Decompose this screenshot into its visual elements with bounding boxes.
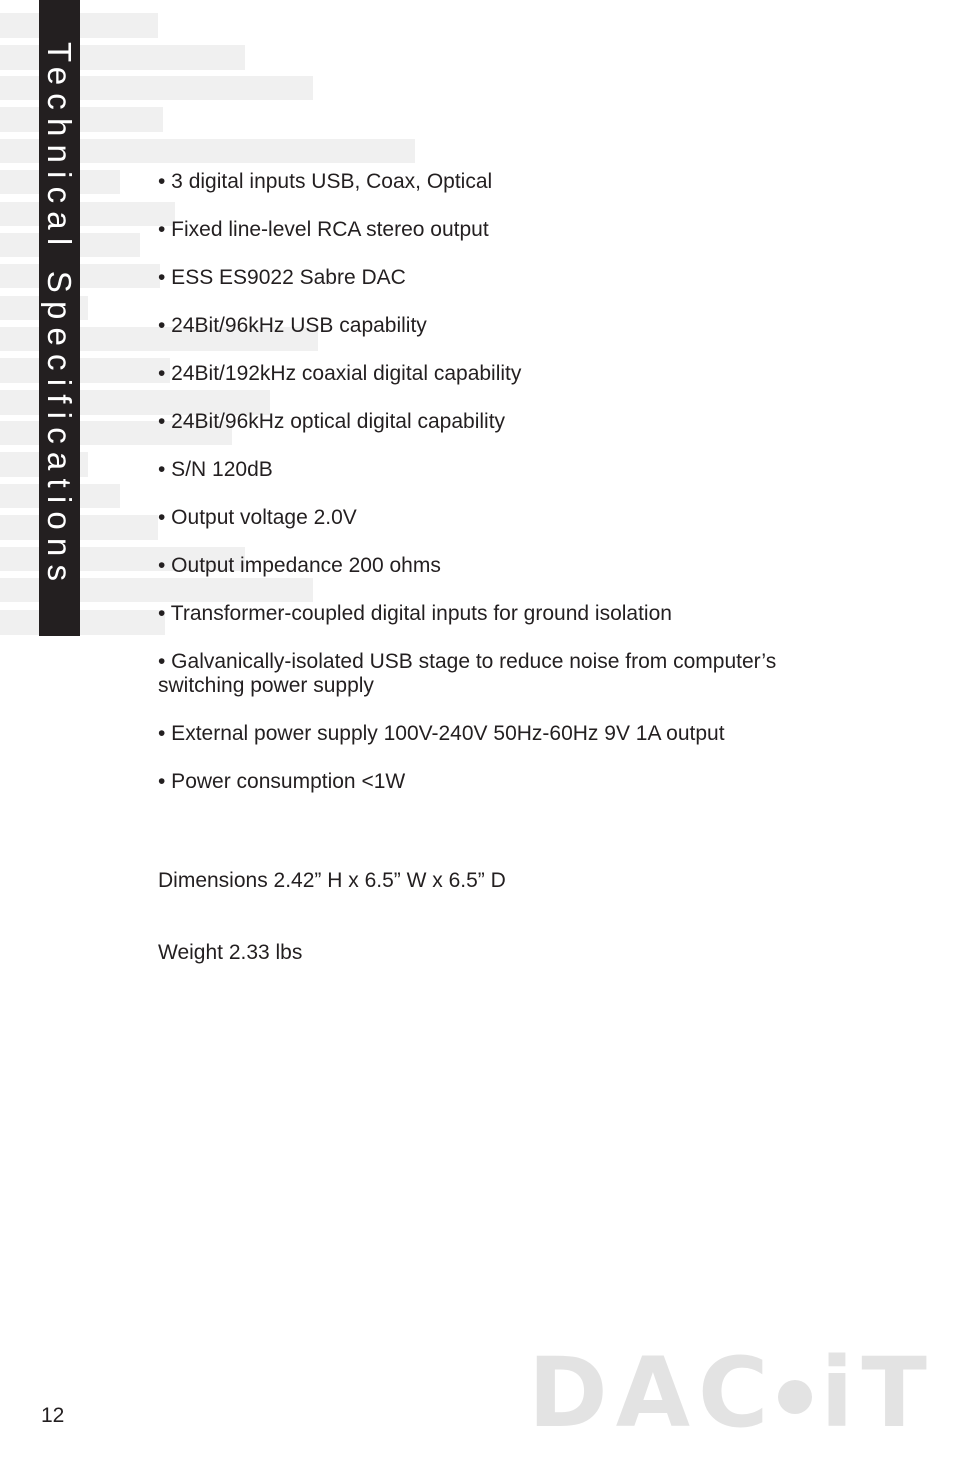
weight-text: Weight 2.33 lbs (158, 941, 303, 964)
spec-item: • ESS ES9022 Sabre DAC (158, 266, 406, 289)
spec-item: • Output voltage 2.0V (158, 506, 357, 529)
section-title: Technical Specifications (41, 42, 78, 590)
dimensions-text: Dimensions 2.42” H x 6.5” W x 6.5” D (158, 869, 506, 892)
spec-item: • Transformer-coupled digital inputs for ground isolation (158, 602, 672, 625)
spec-item: • Power consumption <1W (158, 770, 406, 793)
spec-item: • Fixed line-level RCA stereo output (158, 218, 489, 241)
spec-item: • 24Bit/96kHz USB capability (158, 314, 427, 337)
section-tab (39, 0, 80, 636)
spec-item: • 3 digital inputs USB, Coax, Optical (158, 170, 493, 193)
brand-logo (528, 1337, 935, 1449)
logo-dot-icon (778, 1380, 812, 1414)
spec-item: • 24Bit/192kHz coaxial digital capability (158, 362, 522, 385)
logo-text-left: DAC (528, 1337, 777, 1449)
spec-item: • External power supply 100V-240V 50Hz-60Hz 9V 1A output (158, 722, 725, 745)
spec-item: • 24Bit/96kHz optical digital capability (158, 410, 506, 433)
page-number: 12 (41, 1404, 65, 1427)
logo-text-right: iT (820, 1337, 935, 1449)
spec-item: • Galvanically-isolated USB stage to reduce noise from computer’s switching power supply (158, 650, 777, 697)
spec-item: • Output impedance 200 ohms (158, 554, 441, 577)
spec-list (158, 170, 858, 818)
spec-item: • S/N 120dB (158, 458, 273, 481)
